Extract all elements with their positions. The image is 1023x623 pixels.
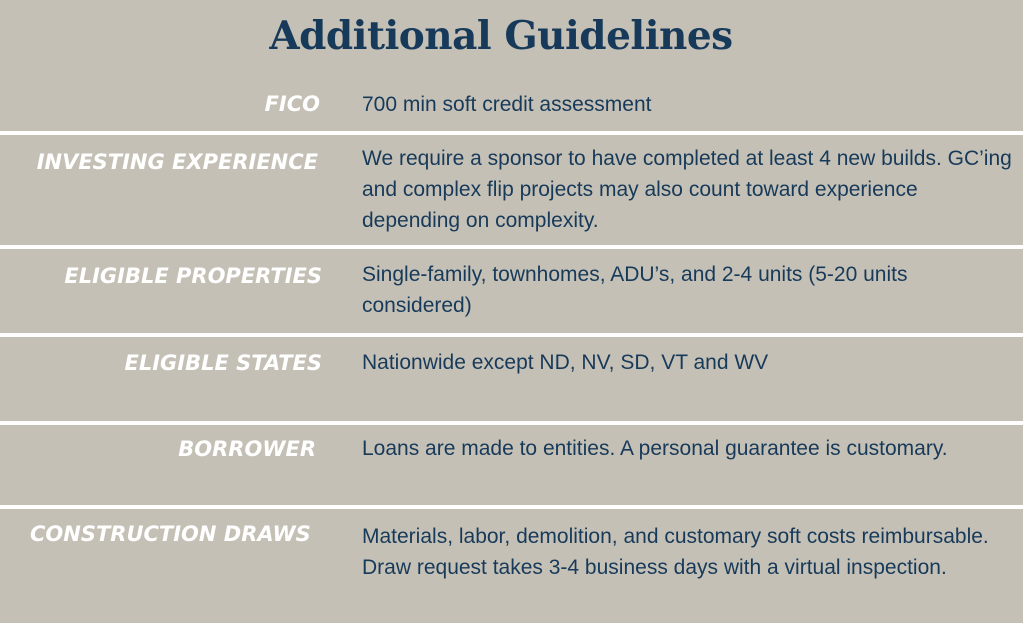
row-divider	[0, 421, 1023, 425]
row-divider	[0, 131, 1023, 135]
row-divider	[0, 333, 1023, 337]
label-eligible-states: ELIGIBLE STATES	[124, 351, 322, 375]
value-eligible-properties: Single-family, townhomes, ADU’s, and 2-4 units (5-20 units considered)	[362, 263, 908, 317]
value-investing-experience: We require a sponsor to have completed at least 4 new builds. GC’ing and complex flip projects may also count toward experience depending on complexity.	[362, 147, 1012, 232]
label-fico: FICO	[264, 92, 320, 116]
label-investing-experience: INVESTING EXPERIENCE	[36, 150, 318, 174]
value-eligible-states: Nationwide except ND, NV, SD, VT and WV	[362, 351, 769, 374]
label-borrower: BORROWER	[178, 437, 316, 461]
page-title: Additional Guidelines	[269, 13, 733, 59]
label-eligible-properties: ELIGIBLE PROPERTIES	[64, 264, 322, 288]
row-divider	[0, 245, 1023, 249]
row-divider	[0, 505, 1023, 509]
value-construction-draws: Materials, labor, demolition, and customary soft costs reimbursable. Draw request takes 3-4 business days with a virtual inspection.	[362, 525, 989, 579]
label-construction-draws: CONSTRUCTION DRAWS	[30, 522, 311, 546]
value-fico: 700 min soft credit assessment	[362, 93, 652, 116]
value-borrower: Loans are made to entities. A personal guarantee is customary.	[362, 437, 948, 460]
